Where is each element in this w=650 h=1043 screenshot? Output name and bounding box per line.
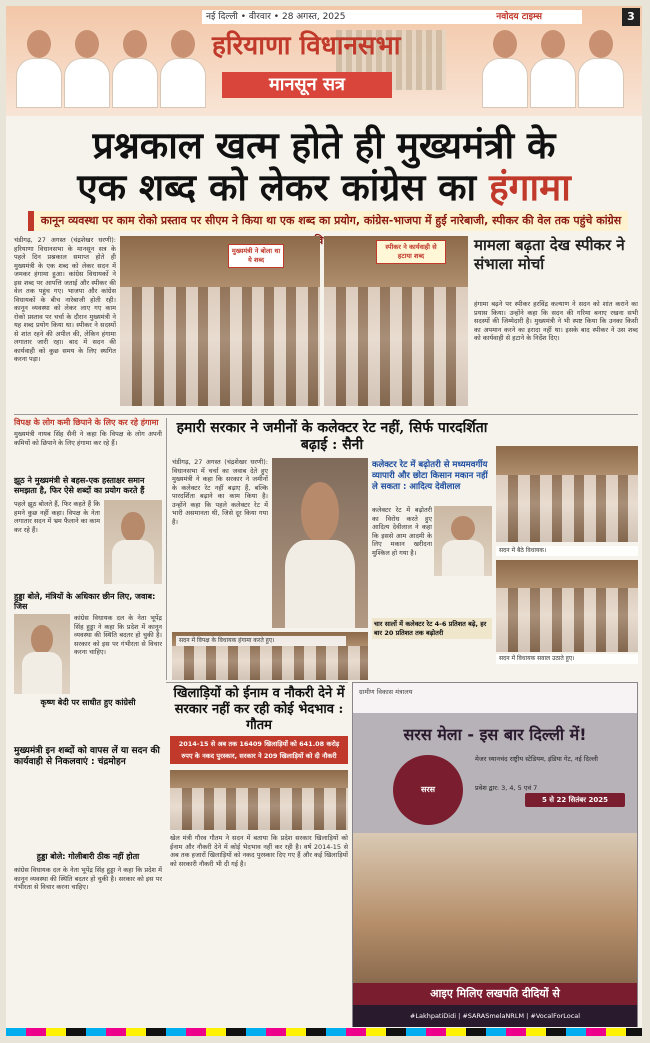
leader-photo: [64, 24, 110, 108]
left-body-4: कांग्रेस विधायक दल के नेता भूपेंद्र सिंह हुड्डा ने कहा कि प्रदेश में कानून व्यवस्था की स्थिति बदतर हो चुकी है। सरकार को इस पर गंभीरता से विचार करना चाहिए।: [14, 866, 162, 891]
left-head-4: कृष्ण बेदी पर साधीत हुए कांग्रेसी: [40, 698, 136, 707]
photo-tag: मुख्यमंत्री ने बोला था ये शब्द: [228, 244, 284, 268]
side-headline: मामला बढ़ता देख स्पीकर ने संभाला मोर्चा: [474, 236, 625, 273]
leader-photo: [578, 24, 624, 108]
aditya-photo: [434, 506, 492, 576]
ad-org: ग्रामीण विकास मंत्रालय: [353, 683, 637, 713]
sports-body: खेल मंत्री गौरव गौतम ने सदन में बताया कि प्रदेश सरकार खिलाड़ियों को ईनाम और नौकरी देने में कोई भेदभाव नहीं कर रही है। वर्ष 2014-15 से अब तक हजारों खिलाड़ियों को नकद पुरस्कार दिए गए हैं और कई खिलाड़ियों को सरकारी नौकरी भी दी गई है।: [170, 834, 348, 868]
headline-highlight: हंगामा: [489, 165, 571, 209]
registration-strip: [6, 1028, 642, 1036]
portrait-photo: [104, 500, 162, 584]
assembly-photo: [120, 236, 320, 406]
photo-caption-1: सदन में विपक्ष के विधायक हंगामा करते हुए।: [176, 636, 346, 646]
newspaper-page: [6, 6, 642, 1036]
blue-box-text: चार सालों में कलेक्टर रेट 4-6 प्रतिशत बढ़े, हर बार 20 प्रतिशत तक बढ़ोतरी: [372, 618, 492, 639]
section-subtitle: मानसून सत्र: [222, 72, 392, 98]
date-line: नई दिल्ली • वीरवार • 28 अगस्त, 2025 नवोदय टाइम्स: [202, 10, 582, 24]
second-body: चंडीगढ़, 27 अगस्त (चंद्रशेखर धरणी): विधानसभा में चर्चा का जवाब देते हुए मुख्यमंत्री ने कहा कि सरकार ने जमीनों के कलेक्टर रेट नहीं बढ़ाए हैं, बल्कि पारदर्शिता बढ़ाने का काम किया है। उन्होंने कहा कि पहले कलेक्टर रेट में भारी असमानता थी, जिसे दूर किया गया है।: [172, 458, 268, 526]
assembly-photo-4: [496, 560, 638, 652]
photo-caption-3: सदन में बैठे विधायक।: [496, 546, 638, 556]
ad-entry: प्रवेश द्वार: 3, 4, 5 एवं 7: [475, 784, 538, 792]
left-head-3: हुड्डा बोले, मंत्रियों के अधिकार छीन लिए, जवाब: जिस: [14, 592, 156, 611]
portrait-photo-2: [14, 614, 70, 694]
second-headline: हमारी सरकार ने जमीनों के कलेक्टर रेट नहीं, सिर्फ पारदर्शिता बढ़ाई : सैनी: [176, 420, 488, 453]
left-body-2: पहले झूठ बोलते हैं, फिर कहते हैं कि हमने कुछ नहीं कहा। विपक्ष के नेता लगातार सदन में भ्रम फैलाने का काम कर रहे हैं।: [14, 500, 100, 534]
assembly-photo-3: [496, 446, 638, 542]
ad-tagline: आइए मिलिए लखपति दीदियों से: [353, 983, 637, 1005]
ad-hashtags: #LakhpatiDidi | #SARASmelaNRLM | #VocalForLocal: [353, 1005, 637, 1027]
divider-2: [166, 682, 348, 683]
main-deck: कानून व्यवस्था पर काम रोको प्रस्ताव पर सीएम ने किया था एक शब्द का प्रयोग, कांग्रेस-भाजपा में हुई नारेबाजी, स्पीकर की वेल तक पहुंचे कांग्रेस: [28, 211, 628, 231]
side-story-body: हंगामा बढ़ने पर स्पीकर हरविंद्र कल्याण ने सदन को शांत कराने का प्रयास किया। उन्होंने कहा कि सदन की गरिमा बनाए रखना सभी सदस्यों की जिम्मेदारी है। मुख्यमंत्री ने भी स्पष्ट किया कि उनका किसी का अपमान करने का इरादा नहीं था। इसके बाद स्पीकर ने उस शब्द को कार्यवाही से हटाने के निर्देश दिए।: [474, 300, 638, 342]
photo-caption-2: सदन में विधायक सवाल उठाते हुए।: [496, 654, 638, 664]
main-story-body: चंडीगढ़, 27 अगस्त (चंद्रशेखर धरणी): हरियाणा विधानसभा के मानसून सत्र के पहले दिन प्रश्नकाल समाप्त होते ही मुख्यमंत्री के एक शब्द को लेकर सदन में जमकर हंगामा हुआ। कांग्रेस विधायकों ने इस शब्द पर आपत्ति जताई और स्पीकर की वेल तक पहुंच गए। भाजपा और कांग्रेस विधायकों के बीच नारेबाजी होती रही। कानून व्यवस्था को लेकर लाए गए काम रोको प्रस्ताव पर चर्चा के दौरान मुख्यमंत्री ने यह शब्द प्रयोग किया था। स्पीकर ने सदस्यों से शांत रहने की अपील की, लेकिन हंगामा लगातार जारी रहा। बाद में सदन की कार्यवाही को कुछ समय के लिए स्थगित करना पड़ा।: [14, 236, 116, 363]
main-headline: प्रश्नकाल खत्म होते ही मुख्यमंत्री के एक शब्द को लेकर कांग्रेस का हंगामा: [77, 123, 571, 209]
left-head-2: झूठ ने मुख्यमंत्री से बहस-एक हस्ताक्षर समान समझता है, फिर ऐसे शब्दों का प्रयोग करते हैं: [14, 476, 145, 495]
second-sub-body: कलेक्टर रेट में बढ़ोतरी का विरोध करते हुए आदित्य देवीलाल ने कहा कि इससे आम आदमी के लिए मकान खरीदना मुश्किल हो गया है।: [372, 506, 432, 557]
divider: [14, 414, 638, 415]
leader-photo: [482, 24, 528, 108]
photo-tag-2: स्पीकर ने कार्यवाही से हटाया शब्द: [376, 240, 446, 264]
column-divider: [166, 418, 167, 680]
sports-headline: खिलाड़ियों को ईनाम व नौकरी देने में सरकार नहीं कर रही कोई भेदभाव : गौतम: [173, 686, 345, 733]
page-number: 3: [622, 8, 640, 26]
ad-title: सरस मेला - इस बार दिल्ली में!: [403, 725, 587, 744]
leader-photo: [16, 24, 62, 108]
second-sub-head: कलेक्टर रेट में बढ़ोतरी से मध्यमवर्गीय व्यापारी और छोटा किसान मकान नहीं ले सकता : आदित्य देवीलाल: [372, 460, 488, 492]
sports-photo: [170, 770, 348, 830]
masthead: [6, 6, 642, 116]
brand-name: नवोदय टाइम्स: [496, 12, 542, 22]
saras-logo: सरस: [393, 755, 463, 825]
leader-photo: [530, 24, 576, 108]
left-head-5: मुख्यमंत्री इन शब्दों को वापस लें या सदन की कार्यवाही से निकलवाएं : चंद्रमोहन: [14, 746, 160, 767]
section-title: हरियाणा विधानसभा: [212, 31, 401, 61]
left-body-3: कांग्रेस विधायक दल के नेता भूपेंद्र सिंह हुड्डा ने कहा कि प्रदेश में कानून व्यवस्था की स्थिति बदतर हो चुकी है। सरकार को इस पर गंभीरता से विचार करना चाहिए।: [74, 614, 162, 656]
leader-photo: [160, 24, 206, 108]
ad-photo: [353, 833, 637, 983]
ad-venue: मेजर ध्यानचंद राष्ट्रीय स्टेडियम, इंडिया गेट, नई दिल्ली: [475, 755, 598, 763]
sarasmela-advert[interactable]: [352, 682, 638, 1027]
left-head-1: विपक्ष के लोग कमी छिपाने के लिए कर रहे हंगामा: [14, 418, 159, 427]
left-head-6: हुड्डा बोले: गोलीबारी ठीक नहीं होता: [36, 852, 140, 861]
ad-info: [475, 755, 631, 793]
leader-photo: [112, 24, 158, 108]
minister-photo: [272, 458, 368, 628]
sports-sub-head: 2014-15 से अब तक 16409 खिलाड़ियों को 641.08 करोड़ रुपए के नकद पुरस्कार, सरकार ने 209 खिलाड़ियों को दी नौकरी: [170, 736, 348, 764]
left-body-1: मुख्यमंत्री नायब सिंह सैनी ने कहा कि विपक्ष के लोग अपनी कमियों को छिपाने के लिए हंगामा कर रहे हैं।: [14, 430, 162, 447]
ad-dates: 5 से 22 सितंबर 2025: [525, 793, 625, 807]
